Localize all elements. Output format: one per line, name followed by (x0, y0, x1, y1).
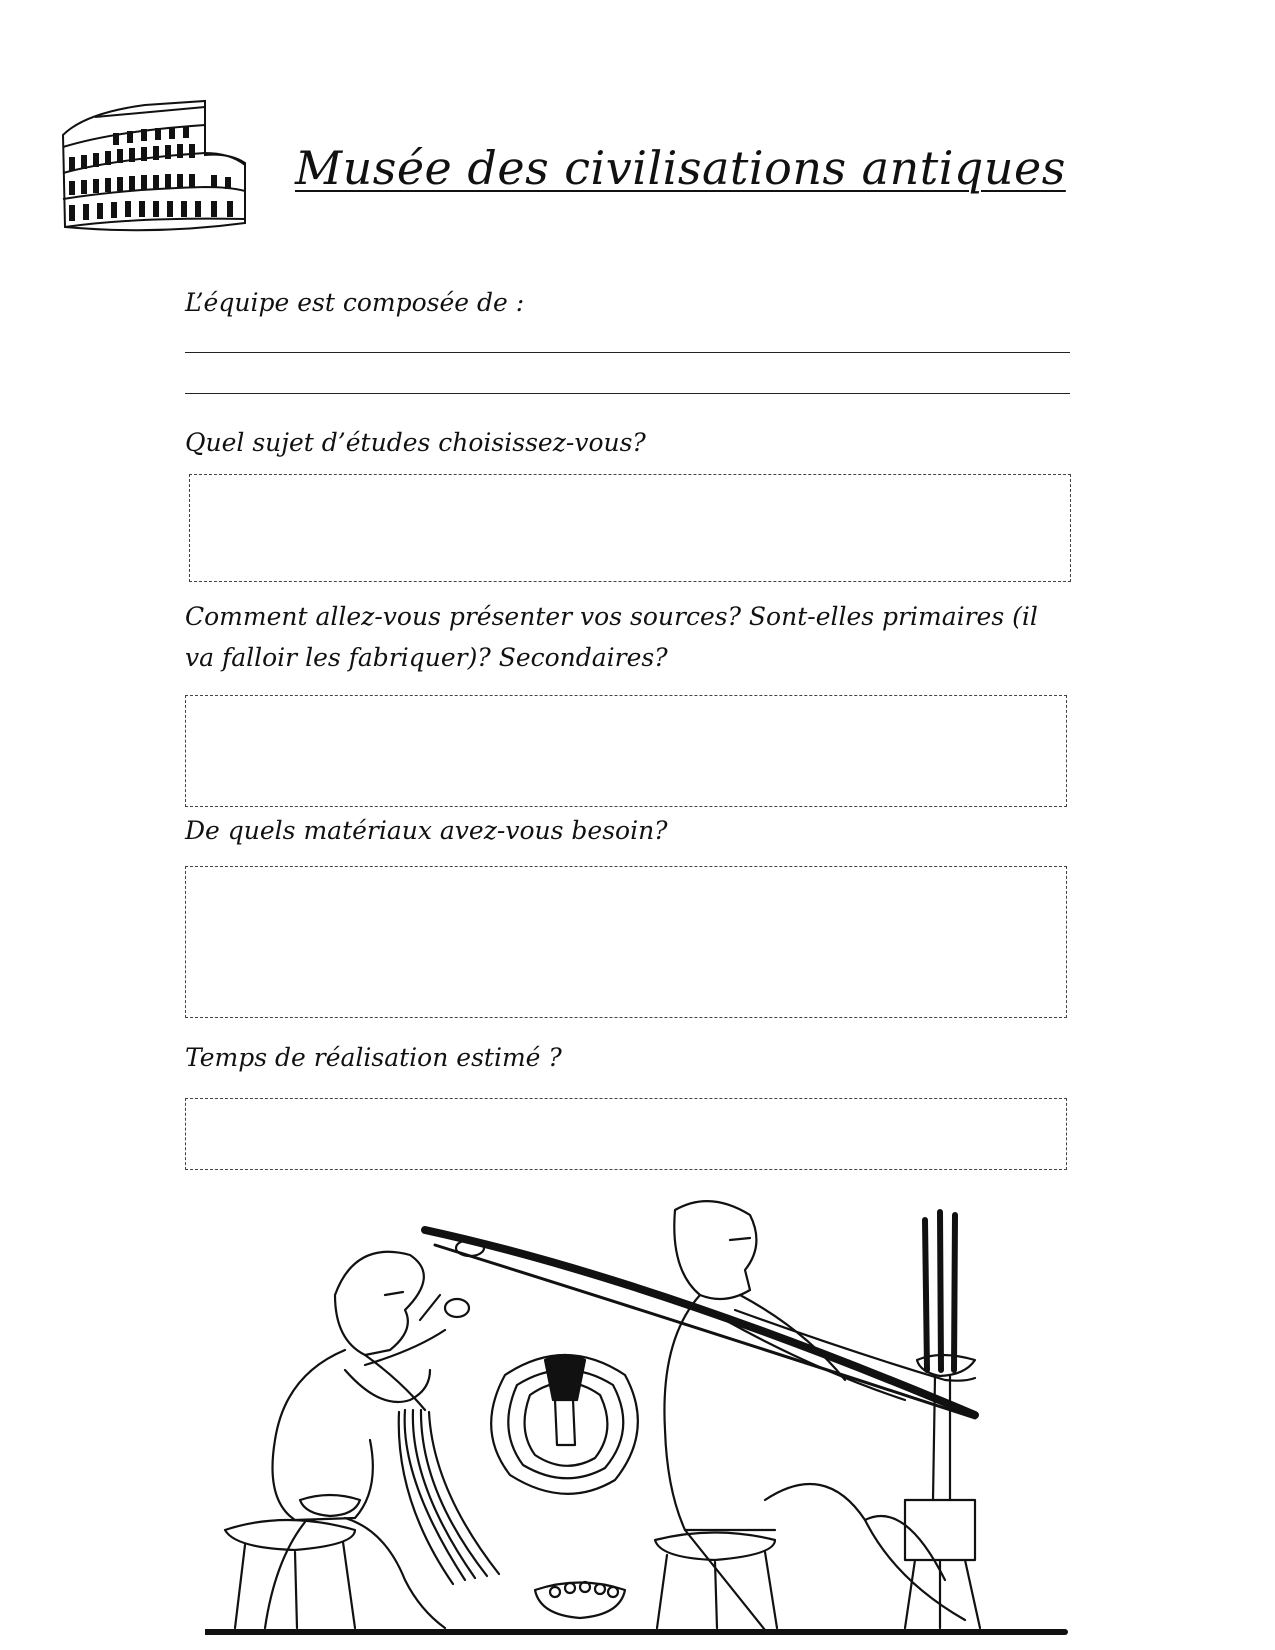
materials-label: De quels matériaux avez-vous besoin? (185, 816, 668, 845)
subject-label: Quel sujet d’études choisissez-vous? (185, 428, 646, 457)
sources-label: Comment allez-vous présenter vos sources? Sont-elles primaires (il va falloir les fabriquer)? Secondaires? (185, 602, 1038, 672)
materials-answer-box[interactable] (185, 866, 1067, 1018)
team-label: L’équipe est composée de : (185, 288, 525, 317)
time-answer-box[interactable] (185, 1098, 1067, 1170)
sources-answer-box[interactable] (185, 695, 1067, 807)
page-title: Musée des civilisations antiques (295, 141, 1066, 195)
team-line-1[interactable] (185, 352, 1070, 353)
time-label: Temps de réalisation estimé ? (185, 1043, 562, 1072)
colosseum-icon (55, 95, 255, 240)
egyptian-rope-makers-illustration (205, 1200, 1075, 1640)
subject-answer-box[interactable] (189, 474, 1071, 582)
team-line-2[interactable] (185, 393, 1070, 394)
